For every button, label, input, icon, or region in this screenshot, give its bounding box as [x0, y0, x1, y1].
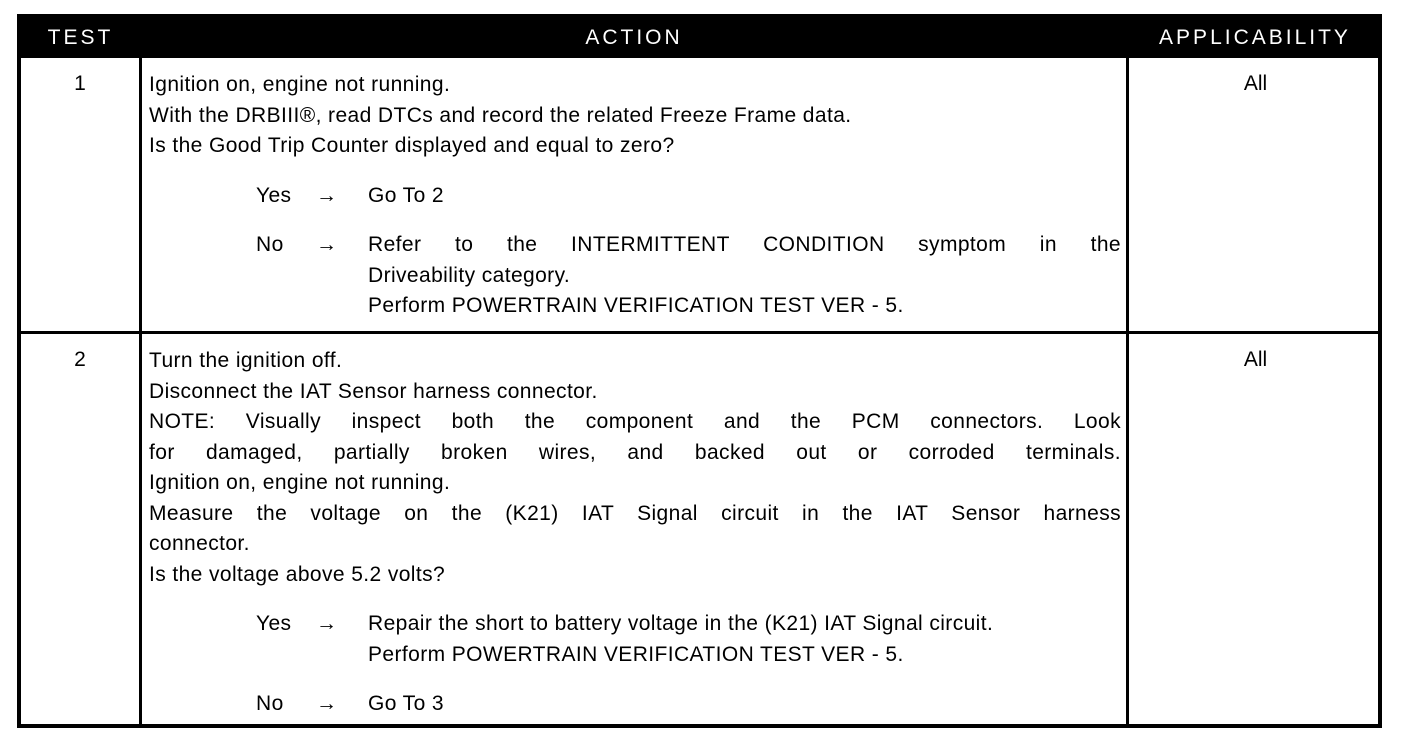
- answer-text: Go To 3: [368, 692, 444, 715]
- test-number: 1: [74, 72, 86, 95]
- applicability-value: All: [1243, 348, 1268, 371]
- test-number: 2: [74, 348, 86, 371]
- action-step: for damaged, partially broken wires, and backed out or corroded terminals.: [149, 440, 1121, 464]
- arrow-right-icon: →: [316, 612, 338, 635]
- answer-yes: [149, 609, 1121, 670]
- header-test: TEST: [47, 26, 114, 49]
- action-step: With the DRBIII®, read DTCs and record the related Freeze Frame data.: [149, 103, 852, 127]
- action-step: Turn the ignition off.: [149, 349, 343, 372]
- action-step: Is the Good Trip Counter displayed and equal to zero?: [149, 134, 675, 157]
- table-row: [21, 58, 1378, 331]
- answer-text: Repair the short to battery voltage in the (K21) IAT Signal circuit.: [368, 612, 994, 635]
- answer-text: Perform POWERTRAIN VERIFICATION TEST VER - 5.: [368, 294, 904, 317]
- action-step: NOTE: Visually inspect both the component and the PCM connectors. Look: [149, 410, 1121, 433]
- action-step: connector.: [149, 532, 250, 555]
- answer-text: Go To 2: [368, 183, 444, 207]
- answer-label: No: [256, 233, 284, 256]
- table-row: [21, 331, 1378, 728]
- action-step: Measure the voltage on the (K21) IAT Signal circuit in the IAT Sensor harness: [149, 501, 1121, 525]
- arrow-right-icon: →: [316, 183, 338, 207]
- diagnostic-test-table: [17, 14, 1382, 728]
- answer-label: Yes: [256, 183, 292, 207]
- header-action: ACTION: [585, 26, 683, 49]
- action-step: Ignition on, engine not running.: [149, 73, 451, 96]
- header-applicability: APPLICABILITY: [1159, 26, 1351, 49]
- action-step: Ignition on, engine not running.: [149, 471, 451, 494]
- answer-label: Yes: [256, 612, 292, 635]
- action-step: Is the voltage above 5.2 volts?: [149, 562, 446, 586]
- answer-text: Driveability category.: [368, 263, 571, 287]
- answer-no: [149, 689, 1121, 720]
- answer-yes: [149, 181, 1121, 212]
- action-cell: [149, 346, 1121, 720]
- answer-label: No: [256, 692, 284, 715]
- arrow-right-icon: →: [316, 692, 338, 715]
- answer-no: [149, 230, 1121, 322]
- action-step: Disconnect the IAT Sensor harness connector.: [149, 379, 598, 403]
- arrow-right-icon: →: [316, 233, 338, 256]
- applicability-value: All: [1243, 72, 1268, 95]
- answer-text: Refer to the INTERMITTENT CONDITION symptom in the: [368, 233, 1121, 256]
- action-cell: [149, 70, 1121, 322]
- table-header: [21, 18, 1378, 58]
- answer-text: Perform POWERTRAIN VERIFICATION TEST VER - 5.: [368, 642, 904, 666]
